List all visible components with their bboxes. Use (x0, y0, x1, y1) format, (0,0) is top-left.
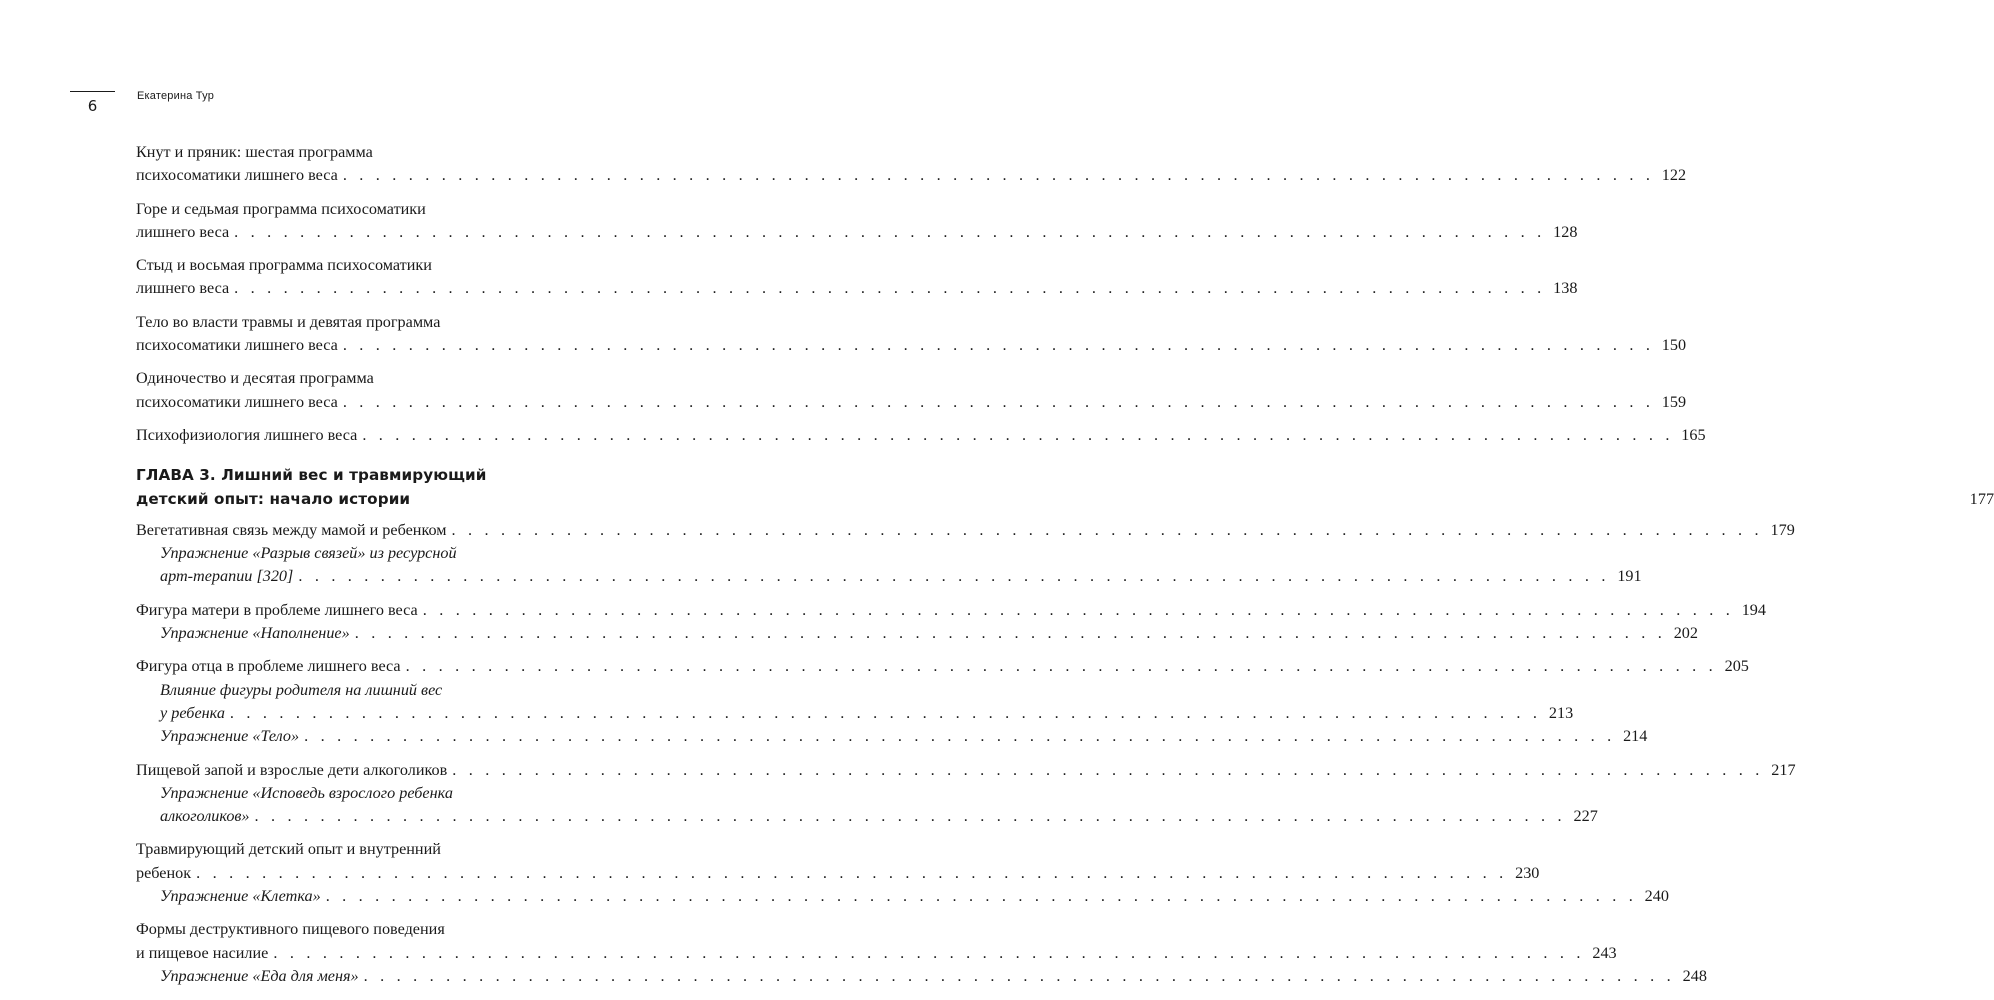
dot-leader: . . . . . . . . . . . . . . . . . . . . . . . . . . . . . . . . . . . . . . . . . . . . . . . . . . . . . . . . . . . . . . . . . . . . . . . . . . . . . . . . (363, 966, 1675, 985)
toc-entry-title-line: лишнего веса (136, 279, 230, 298)
toc-subentry[interactable] (136, 725, 1648, 748)
spacer (136, 447, 551, 464)
toc-entry-title-line: Влияние фигуры родителя на лишний вес (160, 680, 443, 699)
dot-leader: . . . . . . . . . . . . . . . . . . . . . . . . . . . . . . . . . . . . . . . . . . . . . . . . . . . . . . . . . . . . . . . . . . . . . . . . . . . . . . . . (298, 567, 1610, 586)
toc-entry-title-line: Фигура отца в проблеме лишнего веса (136, 657, 401, 676)
spacer (136, 908, 551, 918)
toc-subentry[interactable] (136, 782, 1598, 829)
toc-page-number: 240 (1644, 887, 1669, 906)
toc-entry[interactable] (136, 198, 1578, 245)
toc-page-number: 202 (1673, 624, 1698, 643)
page-number: 6 (87, 97, 98, 115)
toc-page-number: 227 (1573, 807, 1598, 826)
toc-entry[interactable] (136, 254, 1578, 301)
toc-entry-title-line: Упражнение «Наполнение» (160, 624, 350, 643)
toc-subentry[interactable] (136, 885, 1669, 908)
toc-entry-title-line: детский опыт: начало истории (136, 489, 411, 508)
toc-entry-title-line: алкоголиков» (160, 807, 250, 826)
toc-entry[interactable] (136, 838, 1540, 885)
spacer (136, 828, 551, 838)
toc-page-number: 177 (1969, 489, 1994, 508)
toc-page-number: 150 (1661, 336, 1687, 355)
spacer (136, 749, 551, 759)
toc-page-number: 217 (1771, 760, 1796, 779)
toc-chapter-heading[interactable] (136, 464, 1994, 511)
toc-entry[interactable] (136, 311, 1687, 358)
toc-entry-title-line: Вегетативная связь между мамой и ребенком (136, 520, 447, 539)
dot-leader: . . . . . . . . . . . . . . . . . . . . . . . . . . . . . . . . . . . . . . . . . . . . . . . . . . . . . . . . . . . . . . . . . . . . . . . . . . . . . . . . (354, 624, 1666, 643)
toc-page-number: 213 (1548, 703, 1574, 722)
toc-entry-title-line: Психофизиология лишнего веса (136, 425, 358, 444)
spacer (136, 301, 551, 311)
toc-page-number: 179 (1770, 520, 1795, 539)
toc-entry[interactable] (136, 519, 1795, 542)
toc-page-number: 194 (1741, 600, 1766, 619)
toc-subentry[interactable] (136, 542, 1642, 589)
toc-page-number: 159 (1661, 392, 1687, 411)
dot-leader: . . . . . . . . . . . . . . . . . . . . . . . . . . . . . . . . . . . . . . . . . . . . . . . . . . . . . . . . . . . . . . . . . . . . . . . . . . . . . . . . (325, 887, 1637, 906)
toc-page-number: 165 (1681, 425, 1706, 444)
dot-leader: . . . . . . . . . . . . . . . . . . . . . . . . . . . . . . . . . . . . . . . . . . . . . . . . . . . . . . . . . . . . . . . . . . . . . . . . . . . . . . . . (422, 600, 1734, 619)
toc-entry[interactable] (136, 141, 1687, 188)
toc-entry-title-line: Одиночество и десятая программа (136, 369, 374, 388)
toc-page-number: 205 (1724, 657, 1749, 676)
dot-leader: . . . . . . . . . . . . . . . . . . . . . . . . . . . . . . . . . . . . . . . . . . . . . . . . . . . . . . . . . . . . . . . . . . . . . . . . . . . . . . . . (234, 222, 1546, 241)
toc-entry-title-line: Упражнение «Клетка» (160, 887, 321, 906)
dot-leader: . . . . . . . . . . . . . . . . . . . . . . . . . . . . . . . . . . . . . . . . . . . . . . . . . . . . . . . . . . . . . . . . . . . . . . . . . . . . . . . . (342, 392, 1655, 411)
toc-page-number: 243 (1592, 943, 1617, 962)
toc-subentry[interactable] (136, 965, 1707, 988)
dot-leader: . . . . . . . . . . . . . . . . . . . . . . . . . . . . . . . . . . . . . . . . . . . . . . . . . . . . . . . . . . . . . . . . . . . . . . . . . . . . . . . . (234, 279, 1546, 298)
toc-page-number: 214 (1623, 727, 1648, 746)
running-head-author: Екатерина Тур (137, 90, 215, 102)
toc-entry[interactable] (136, 424, 1706, 447)
dot-leader: . . . . . . . . . . . . . . . . . . . . . . . . . . . . . . . . . . . . . . . . . . . . . . . . . . . . . . . . . . . . . . . . . . . . . . . . . . . . . . . . (196, 863, 1508, 882)
spacer (136, 188, 551, 198)
spacer (136, 414, 551, 424)
dot-leader: . . . . . . . . . . . . . . . . . . . . . . . . . . . . . . . . . . . . . . . . . . . . . . . . . . . . . . . . . . . . . . . . . . . . . . . . . . . . . . . . (254, 807, 1566, 826)
toc-entry[interactable] (136, 367, 1687, 414)
spacer (136, 645, 551, 655)
dot-leader: . . . . . . . . . . . . . . . . . . . . . . . . . . . . . . . . . . . . . . . . . . . . . . . . . . . . . . . . . . . . . . . . . . . . . . . . . . . . . . . . (451, 520, 1763, 539)
toc-page-number: 128 (1553, 222, 1578, 241)
toc-entry-title-line: ГЛАВА 3. Лишний вес и травмирующий (136, 466, 487, 485)
dot-leader: . . . . . . . . . . . . . . . . . . . . . . . . . . . . . . . . . . . . . . . . . . . . . . . . . . . . . . . . . . . . . . . . . . . . . . . . . . . . . . . . (229, 703, 1542, 722)
toc-entry[interactable] (136, 599, 1766, 622)
toc-entry-title-line: Травмирующий детский опыт и внутренний (136, 840, 441, 859)
dot-leader: . . . . . . . . . . . . . . . . . . . . . . . . . . . . . . . . . . . . . . . . . . . . . . . . . . . . . . . . . . . . . . . . . . . . . . . . . . . . . . . . (362, 425, 1674, 444)
toc-page-number: 122 (1661, 166, 1687, 185)
toc-entry-title-line: Кнут и пряник: шестая программа (136, 143, 373, 161)
toc-entry-title-line: Формы деструктивного пищевого поведения (136, 920, 445, 939)
toc-page-number: 230 (1515, 863, 1540, 882)
dot-leader: . . . . . . . . . . . . . . . . . . . . . . . . . . . . . . . . . . . . . . . . . . . . . . . . . . . . . . . . . . . . . . . . . . . . . . . . . . . . . . . . (452, 760, 1764, 779)
toc-entry-title-line: психосоматики лишнего веса (136, 336, 338, 355)
table-of-contents (136, 141, 1994, 988)
toc-subentry[interactable] (136, 679, 1574, 726)
spacer (136, 244, 551, 254)
toc-entry-title-line: лишнего веса (136, 222, 230, 241)
toc-entry-title-line: Фигура матери в проблеме лишнего веса (136, 600, 418, 619)
toc-entry-title-line: Стыд и восьмая программа психосоматики (136, 256, 432, 275)
toc-entry-title-line: у ребенка (160, 703, 225, 722)
toc-page-number: 191 (1617, 567, 1642, 586)
toc-entry[interactable] (136, 655, 1749, 678)
toc-entry[interactable] (136, 759, 1796, 782)
toc-subentry[interactable] (136, 622, 1698, 645)
toc-entry-title-line: арт-терапии [320] (160, 567, 294, 586)
toc-entry-title-line: Упражнение «Тело» (160, 727, 300, 746)
toc-entry[interactable] (136, 918, 1617, 965)
toc-entry-title-line: Упражнение «Исповедь взрослого ребенка (160, 783, 453, 802)
header-rule (70, 91, 115, 92)
toc-page-number: 138 (1553, 279, 1578, 298)
toc-entry-title-line: Тело во власти травмы и девятая программа (136, 312, 441, 331)
dot-leader: . . . . . . . . . . . . . . . . . . . . . . . . . . . . . . . . . . . . . . . . . . . . . . . . . . . . . . . . . . . . . . . . . . . . . . . . . . . . . . . . (273, 943, 1585, 962)
toc-entry-title-line: Горе и седьмая программа психосоматики (136, 199, 426, 218)
toc-page-number: 248 (1682, 966, 1707, 985)
dot-leader: . . . . . . . . . . . . . . . . . . . . . . . . . . . . . . . . . . . . . . . . . . . . . . . . . . . . . . . . . . . . . . . . . . . . . . . . . . . . . . . . (405, 657, 1717, 676)
toc-entry-title-line: психосоматики лишнего веса (136, 166, 338, 185)
toc-entry-title-line: Упражнение «Разрыв связей» из ресурсной (160, 544, 457, 563)
toc-entry-title-line: психосоматики лишнего веса (136, 392, 338, 411)
spacer (136, 357, 551, 367)
spacer (136, 511, 551, 519)
toc-entry-title-line: Пищевой запой и взрослые дети алкоголиков (136, 760, 448, 779)
toc-entry-title-line: и пищевое насилие (136, 943, 269, 962)
toc-entry-title-line: Упражнение «Еда для меня» (160, 966, 359, 985)
dot-leader: . . . . . . . . . . . . . . . . . . . . . . . . . . . . . . . . . . . . . . . . . . . . . . . . . . . . . . . . . . . . . . . . . . . . . . . . . . . . . . . . (304, 727, 1616, 746)
toc-entry-title-line: ребенок (136, 863, 192, 882)
spacer (136, 589, 551, 599)
dot-leader: . . . . . . . . . . . . . . . . . . . . . . . . . . . . . . . . . . . . . . . . . . . . . . . . . . . . . . . . . . . . . . . . . . . . . . . . . . . . . . . . (342, 336, 1655, 355)
dot-leader: . . . . . . . . . . . . . . . . . . . . . . . . . . . . . . . . . . . . . . . . . . . . . . . . . . . . . . . . . . . . . . . . . . . . . . . . . . . . . . . . (342, 166, 1655, 185)
